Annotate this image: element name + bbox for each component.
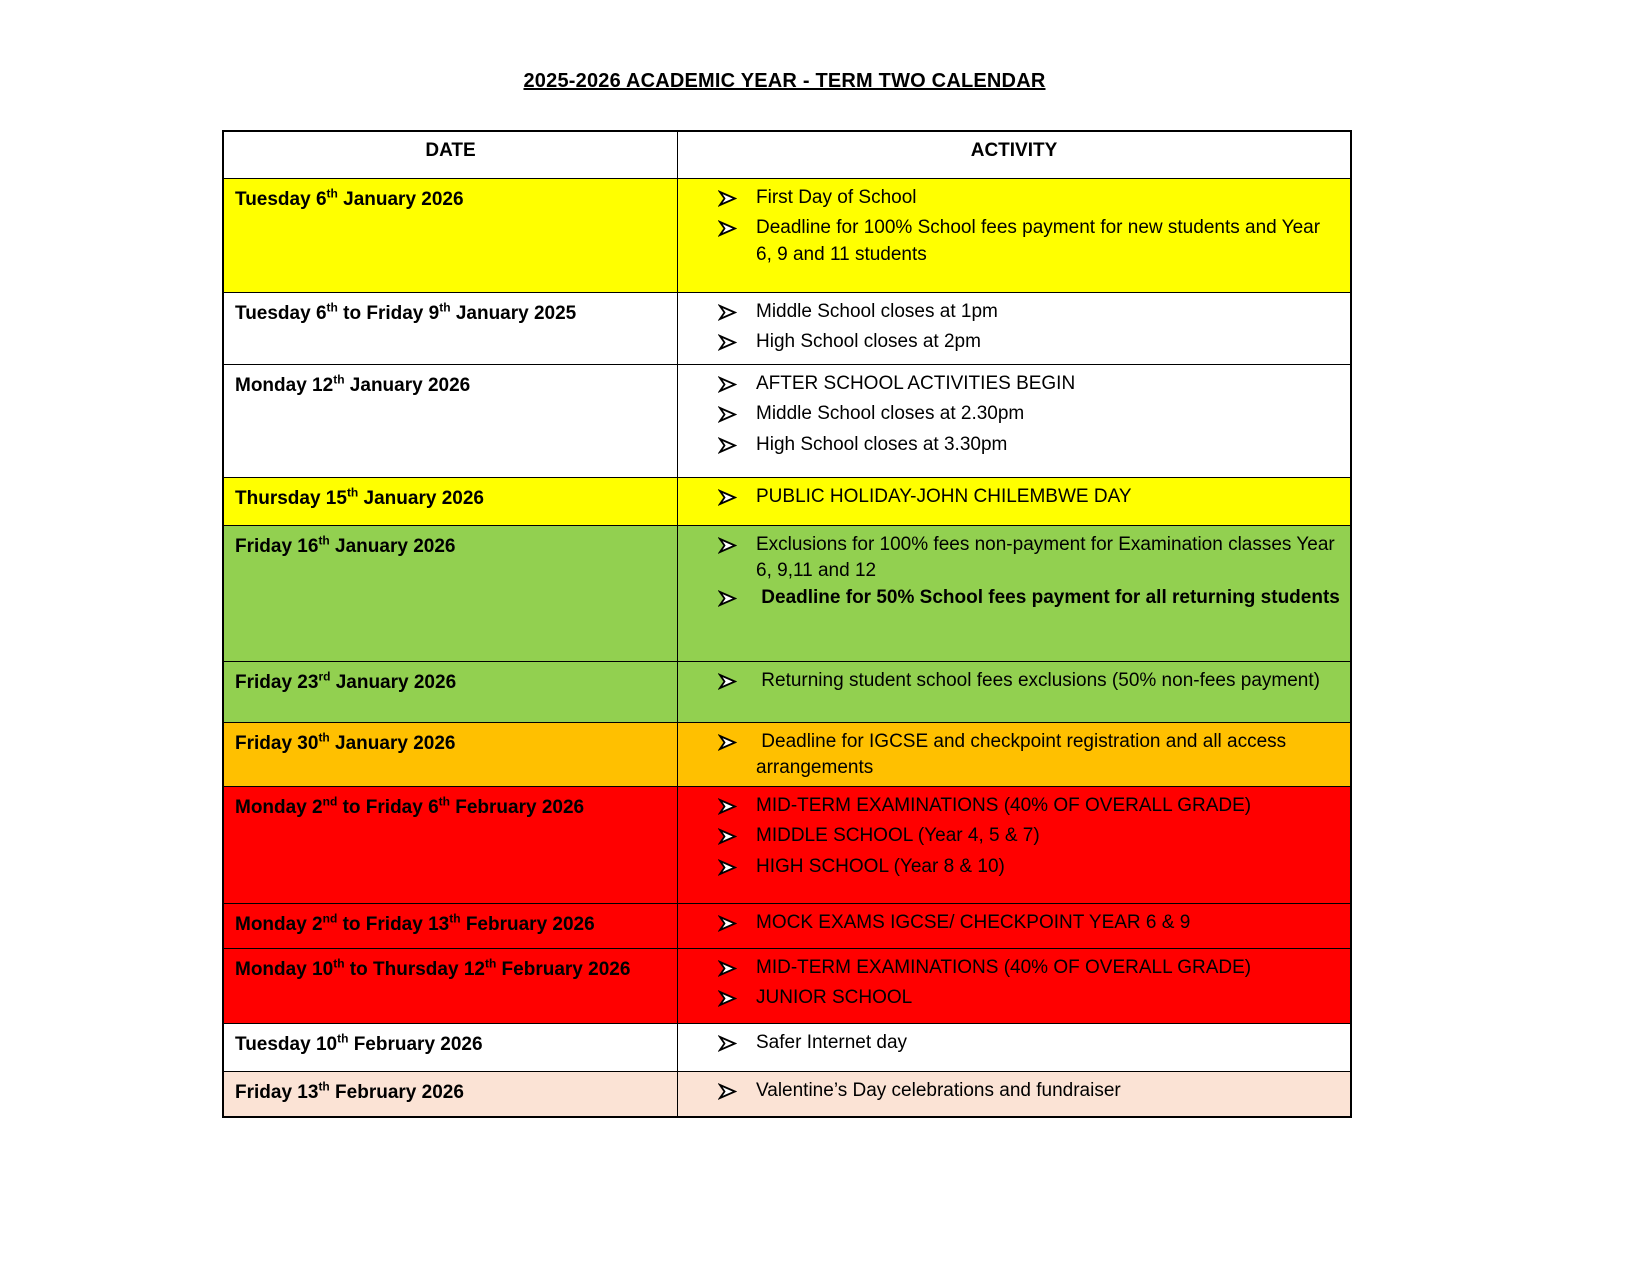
arrow-bullet-icon	[718, 371, 740, 402]
activity-item	[678, 1078, 1340, 1109]
arrow-bullet-icon	[718, 484, 740, 515]
table-row	[223, 364, 1351, 477]
activity-item	[678, 793, 1340, 824]
activity-cell	[678, 477, 1352, 525]
arrow-bullet-icon	[718, 854, 740, 885]
activity-item	[678, 585, 1340, 616]
date-cell: Tuesday 6th January 2026	[223, 178, 678, 292]
activity-cell	[678, 178, 1352, 292]
activity-cell	[678, 1023, 1352, 1071]
activity-text: Deadline for 100% School fees payment for new students and Year 6, 9 and 11 students	[756, 217, 1326, 265]
arrow-bullet-icon	[718, 668, 740, 699]
activity-cell	[678, 292, 1352, 364]
activity-text: High School closes at 2pm	[756, 331, 981, 352]
activity-item	[678, 854, 1340, 885]
arrow-bullet-icon	[718, 532, 740, 563]
activity-cell	[678, 364, 1352, 477]
activity-item	[678, 432, 1340, 463]
arrow-bullet-icon	[718, 823, 740, 854]
arrow-bullet-icon	[718, 432, 740, 463]
activity-text: Returning student school fees exclusions (50% non-fees payment)	[756, 669, 1320, 691]
date-cell: Thursday 15th January 2026	[223, 477, 678, 525]
arrow-bullet-icon	[718, 215, 740, 246]
activity-item	[678, 329, 1340, 360]
activity-text: MID-TERM EXAMINATIONS (40% OF OVERALL GRADE)	[756, 956, 1252, 978]
date-cell: Monday 10th to Thursday 12th February 2026	[223, 948, 678, 1023]
table-row	[223, 1023, 1351, 1071]
arrow-bullet-icon	[718, 1030, 740, 1061]
page-title: 2025-2026 ACADEMIC YEAR - TERM TWO CALENDAR	[523, 70, 1046, 92]
table-row	[223, 292, 1351, 364]
table-row	[223, 903, 1351, 948]
arrow-bullet-icon	[718, 585, 740, 616]
activity-text: HIGH SCHOOL (Year 8 & 10)	[756, 855, 1005, 877]
activity-item	[678, 1030, 1340, 1061]
table-row	[223, 178, 1351, 292]
table-row	[223, 722, 1351, 786]
activity-item	[678, 185, 1340, 216]
activity-item	[678, 910, 1340, 941]
arrow-bullet-icon	[718, 185, 740, 216]
header-row	[223, 131, 1351, 178]
table-row	[223, 786, 1351, 903]
table-row	[223, 477, 1351, 525]
activity-text: Middle School closes at 2.30pm	[756, 403, 1025, 424]
activity-item	[678, 823, 1340, 854]
arrow-bullet-icon	[718, 1078, 740, 1109]
table-row	[223, 1071, 1351, 1117]
date-cell: Tuesday 6th to Friday 9th January 2025	[223, 292, 678, 364]
date-cell: Tuesday 10th February 2026	[223, 1023, 678, 1071]
activity-item	[678, 371, 1340, 402]
date-cell: Monday 2nd to Friday 6th February 2026	[223, 786, 678, 903]
activity-text: Deadline for IGCSE and checkpoint registration and all access arrangements	[756, 730, 1292, 778]
table-row	[223, 948, 1351, 1023]
table-row	[223, 661, 1351, 722]
date-cell: Friday 16th January 2026	[223, 525, 678, 661]
date-cell: Friday 30th January 2026	[223, 722, 678, 786]
activity-text: MID-TERM EXAMINATIONS (40% OF OVERALL GRADE)	[756, 794, 1252, 816]
activity-text: MIDDLE SCHOOL (Year 4, 5 & 7)	[756, 825, 1040, 846]
activity-text: High School closes at 3.30pm	[756, 433, 1008, 455]
arrow-bullet-icon	[718, 329, 740, 360]
activity-cell	[678, 903, 1352, 948]
activity-cell	[678, 948, 1352, 1023]
arrow-bullet-icon	[718, 955, 740, 986]
activity-item	[678, 668, 1340, 699]
arrow-bullet-icon	[718, 401, 740, 432]
activity-text: Deadline for 50% School fees payment for all returning students	[756, 586, 1340, 608]
table-row	[223, 525, 1351, 661]
activity-cell	[678, 722, 1352, 786]
activity-text: Valentine’s Day celebrations and fundraiser	[756, 1079, 1121, 1101]
date-cell: Friday 13th February 2026	[223, 1071, 678, 1117]
date-column-header: DATE	[223, 131, 678, 178]
activity-text: Safer Internet day	[756, 1031, 908, 1053]
activity-item	[678, 215, 1340, 268]
activity-item	[678, 955, 1340, 986]
activity-item	[678, 484, 1340, 515]
arrow-bullet-icon	[718, 729, 740, 760]
arrow-bullet-icon	[718, 299, 740, 330]
term-calendar-table	[222, 130, 1352, 1118]
activity-text: PUBLIC HOLIDAY-JOHN CHILEMBWE DAY	[756, 485, 1132, 507]
date-cell: Friday 23rd January 2026	[223, 661, 678, 722]
activity-item	[678, 729, 1340, 782]
activity-text: JUNIOR SCHOOL	[756, 987, 913, 1008]
activity-item	[678, 985, 1340, 1016]
activity-text: First Day of School	[756, 186, 917, 208]
date-cell: Monday 12th January 2026	[223, 364, 678, 477]
activity-cell	[678, 786, 1352, 903]
arrow-bullet-icon	[718, 793, 740, 824]
activity-text: AFTER SCHOOL ACTIVITIES BEGIN	[756, 372, 1076, 394]
calendar-rows	[223, 178, 1351, 1117]
activity-cell	[678, 525, 1352, 661]
arrow-bullet-icon	[718, 910, 740, 941]
activity-item	[678, 299, 1340, 330]
activity-text: MOCK EXAMS IGCSE/ CHECKPOINT YEAR 6 & 9	[756, 911, 1191, 933]
activity-text: Exclusions for 100% fees non-payment for Examination classes Year 6, 9,11 and 12	[756, 533, 1341, 581]
activity-cell	[678, 1071, 1352, 1117]
activity-item	[678, 532, 1340, 585]
date-cell: Monday 2nd to Friday 13th February 2026	[223, 903, 678, 948]
activity-item	[678, 401, 1340, 432]
arrow-bullet-icon	[718, 985, 740, 1016]
activity-cell	[678, 661, 1352, 722]
activity-text: Middle School closes at 1pm	[756, 300, 998, 322]
activity-column-header: ACTIVITY	[678, 131, 1352, 178]
